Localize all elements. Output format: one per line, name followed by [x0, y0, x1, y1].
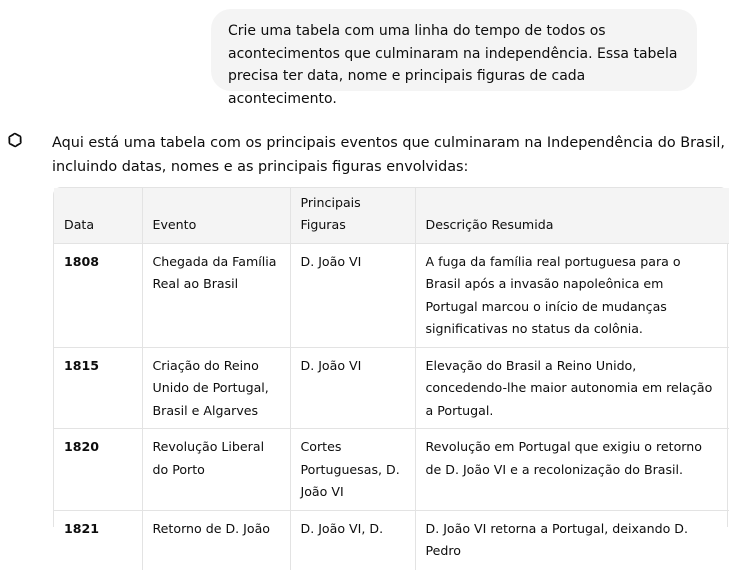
header-data: Data — [54, 188, 142, 243]
cell-description: Revolução em Portugal que exigiu o retorno de D. João VI e a recolonização do Brasil. — [415, 429, 729, 511]
header-descricao: Descrição Resumida — [425, 217, 554, 232]
table-row — [54, 510, 729, 570]
table-header-row — [54, 188, 729, 243]
cell-date: 1808 — [54, 243, 142, 347]
cell-date: 1820 — [54, 429, 142, 511]
cell-figures: D. João VI — [290, 347, 415, 429]
cell-event: Criação do Reino Unido de Portugal, Brasil e Algarves — [142, 347, 290, 429]
header-principais-figuras: Principais Figuras — [290, 188, 415, 243]
cell-figures: D. João VI, D. — [290, 510, 415, 570]
cell-event: Revolução Liberal do Porto — [142, 429, 290, 511]
user-message-bubble — [211, 9, 697, 107]
cell-event: Retorno de D. João — [142, 510, 290, 570]
cell-date: 1815 — [54, 347, 142, 429]
cell-description: Elevação do Brasil a Reino Unido, concedendo-lhe maior autonomia em relação a Portugal. — [415, 347, 729, 429]
table-row — [54, 243, 729, 347]
timeline-table — [53, 187, 728, 558]
table-row — [54, 429, 729, 511]
assistant-intro-text: Aqui está uma tabela com os principais eventos que culminaram na Independência do Brasil, incluindo datas, nomes e as principais figuras envolvidas: — [52, 135, 725, 175]
cell-figures: Cortes Portuguesas, D. João VI — [290, 429, 415, 511]
cell-event: Chegada da Família Real ao Brasil — [142, 243, 290, 347]
cell-date: 1821 — [54, 510, 142, 570]
user-message-text: Crie uma tabela com uma linha do tempo de todos os acontecimentos que culminaram na independência. Essa tabela precisa ter data, nome e principais figuras de cada acontecimento. — [228, 23, 678, 107]
header-evento: Evento — [142, 188, 290, 243]
cell-figures: D. João VI — [290, 243, 415, 347]
table-row — [54, 347, 729, 429]
cell-description: D. João VI retorna a Portugal, deixando D. Pedro — [415, 510, 729, 570]
cell-description: A fuga da família real portuguesa para o Brasil após a invasão napoleônica em Portugal marcou o início de mudanças significativas no status da colônia. — [415, 243, 729, 347]
chatgpt-logo-icon — [5, 130, 25, 150]
